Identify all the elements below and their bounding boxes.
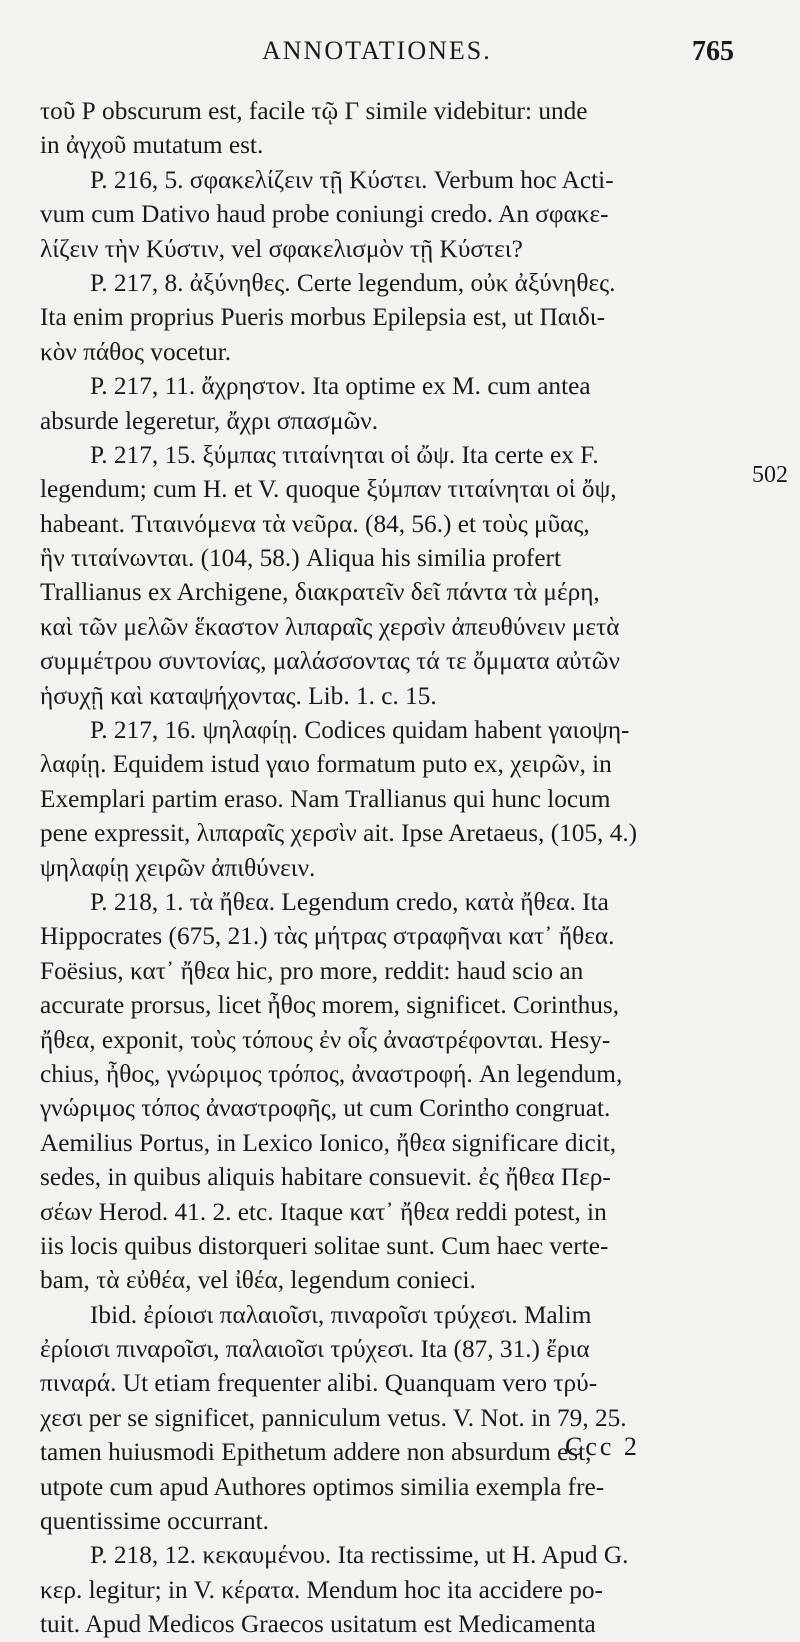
text-line: chius, ἦθος, γνώριμος τρόπος, ἀναστροφή. An legendum, [40, 1059, 623, 1088]
page-header [0, 36, 800, 76]
text-line: accurate prorsus, licet ἦθος morem, significet. Corinthus, [40, 991, 620, 1020]
text-line: iis locis quibus distorqueri solitae sunt. Cum haec verte- [40, 1231, 609, 1260]
annotation-text [40, 94, 742, 1642]
text-line: ἐρίοισι πιναροῖσι, παλαιοῖσι τρύχεσι. Ita (87, 31.) ἔρια [40, 1335, 590, 1364]
margin-page-reference: 502 [752, 462, 788, 488]
text-line: P. 218, 1. τὰ ἤθεα. Legendum credo, κατὰ ἤθεα. Ita [90, 887, 609, 916]
text-line: Hippocrates (675, 21.) τὰς μήτρας στραφῆναι κατ᾽ ἤθεα. [40, 922, 615, 951]
text-line: tamen huiusmodi Epithetum addere non absurdum est, [40, 1438, 592, 1467]
text-line: utpote cum apud Authores optimos similia exempla fre- [40, 1472, 605, 1501]
running-title: ANNOTATIONES. [262, 36, 492, 65]
text-line: ψηλαφίῃ χειρῶν ἀπιθύνειν. [40, 853, 316, 882]
text-line: συμμέτρου συντονίας, μαλάσσοντας τά τε ὄμματα αὐτῶν [40, 647, 620, 676]
text-line: χεσι per se significet, panniculum vetus. V. Not. in 79, 25. [40, 1403, 627, 1432]
text-line: in ἀγχοῦ mutatum est. [40, 131, 264, 160]
text-line: P. 217, 15. ξύμπας τιταίνηται οἱ ὤψ. Ita certe ex F. [90, 440, 599, 469]
text-line: P. 217, 8. ἀξύνηθες. Certe legendum, οὐκ ἀξύνηθες. [90, 268, 616, 297]
page-number: 765 [692, 36, 734, 67]
text-line: absurde legeretur, ἄχρι σπασμῶν. [40, 406, 379, 435]
text-line: τοῦ Ρ obscurum est, facile τῷ Γ simile videbitur: unde [40, 97, 588, 125]
text-line: P. 216, 5. σφακελίζειν τῇ Κύστει. Verbum hoc Acti- [90, 165, 614, 194]
text-line: habeant. Τιταινόμενα τὰ νεῦρα. (84, 56.) et τοὺς μῦας, [40, 509, 590, 538]
text-line: pene expressit, λιπαραῖς χερσὶν ait. Ipse Aretaeus, (105, 4.) [40, 819, 638, 848]
text-line: γνώριμος τόπος ἀναστροφῆς, ut cum Corintho congruat. [40, 1094, 611, 1123]
text-line: λαφίῃ. Equidem istud γαιο formatum puto ex, χειρῶν, in [40, 750, 612, 779]
text-line: ἡσυχῇ καὶ καταψήχοντας. Lib. 1. c. 15. [40, 681, 437, 710]
text-line: ἣν τιταίνωνται. (104, 58.) Aliqua his similia profert [40, 544, 562, 573]
text-line: Ibid. ἐρίοισι παλαιοῖσι, πιναροῖσι τρύχεσι. Malim [90, 1300, 592, 1329]
text-line: Aemilius Portus, in Lexico Ionico, ἤθεα significare dicit, [40, 1128, 617, 1157]
text-line: legendum; cum H. et V. quoque ξύμπαν τιταίνηται οἱ ὄψ, [40, 475, 617, 504]
text-line: Trallianus ex Archigene, διακρατεῖν δεῖ πάντα τὰ μέρη, [40, 578, 600, 607]
text-line: P. 218, 12. κεκαυμένου. Ita rectissime, ut H. Apud G. [90, 1541, 629, 1570]
text-line: Ita enim proprius Pueris morbus Epilepsia est, ut Παιδι- [40, 303, 606, 332]
text-line: P. 217, 16. ψηλαφίῃ. Codices quidam habent γαιοψη- [90, 716, 630, 745]
text-line: σέων Herod. 41. 2. etc. Itaque κατ᾽ ἤθεα reddi potest, in [40, 1197, 607, 1226]
text-line: P. 217, 11. ἄχρηστον. Ita optime ex M. cum antea [90, 372, 591, 401]
text-line: πιναρά. Ut etiam frequenter alibi. Quanquam vero τρύ- [40, 1369, 598, 1398]
text-line: κὸν πάθος vocetur. [40, 337, 232, 366]
text-line: λίζειν τὴν Κύστιν, vel σφακελισμὸν τῇ Κύστει? [40, 234, 523, 263]
text-line: bam, τὰ εὐθέα, vel ἰθέα, legendum conieci. [40, 1266, 476, 1295]
text-line: vum cum Dativo haud probe coniungi credo. An σφακε- [40, 200, 609, 229]
text-line: Foësius, κατ᾽ ἤθεα hic, pro more, reddit: haud scio an [40, 956, 584, 985]
text-line: καὶ τῶν μελῶν ἕκαστον λιπαραῖς χερσὶν ἀπευθύνειν μετὰ [40, 612, 620, 641]
signature-mark: Ccc 2 [565, 1432, 640, 1461]
text-line: Exemplari partim eraso. Nam Trallianus qui hunc locum [40, 784, 611, 813]
text-line: κερ. legitur; in V. κέρατα. Mendum hoc ita accidere po- [40, 1575, 603, 1604]
text-line: quentissime occurrant. [40, 1507, 270, 1536]
text-line: sedes, in quibus aliquis habitare consuevit. ἐς ἤθεα Περ- [40, 1163, 611, 1192]
text-line: ἤθεα, exponit, τοὺς τόπους ἐν οἷς ἀναστρέφονται. Hesy- [40, 1025, 611, 1054]
text-line: tuit. Apud Medicos Graecos usitatum est Medicamenta [40, 1610, 596, 1639]
